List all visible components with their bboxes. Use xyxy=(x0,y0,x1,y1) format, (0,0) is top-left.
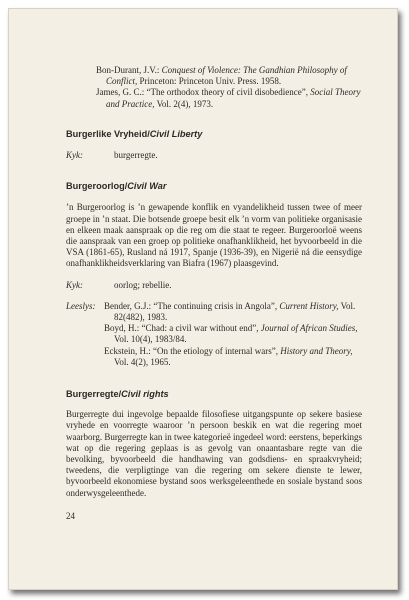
page-number: 24 xyxy=(66,510,75,521)
section-heading-civil-liberty: Burgerlike Vryheid/Civil Liberty xyxy=(66,128,203,139)
section-heading-civil-rights: Burgerregte/Civil rights xyxy=(66,389,169,400)
reading-list-entry: Boyd, H.: “Chad: a civil war without end”, Journal of African Studies, Vol. 10(4), 1983/84. xyxy=(104,323,358,345)
top-references xyxy=(96,65,362,110)
reading-list-entry: Bender, G.J.: “The continuing crisis in Angola”, Current History, Vol. 82(482), 1983. xyxy=(104,300,356,323)
see-also-row: Kyk: oorlog; rebellie. xyxy=(66,279,172,290)
reference-entry: James, G. C.: “The orthodox theory of civil disobedience”, Social Theory and Practice, Vol. 2(4), 1973. xyxy=(96,87,361,109)
civil-rights-paragraph: Burgerregte dui ingevolge bepaalde filosofiese uitgangspunte op sekere basiese vryhede en voorregte waaroor ’n persoon beskik en wat die regering moet waarborg. Burgerregte kan in twee kategorieë ingedeel word: eerstens, beperkings wat op die regering geplaas is as gevolg van onaantasbare regte van die bevolking, byvoorbeeld die handhawing van godsdiens- en spraakvryheid; tweedens, die verpligtinge van die regering om sekere dienste te lewer, byvoorbeeld ekonomiese bystand soos werksgeleenthede en sosiale bystand soos onderwysgeleenthede. xyxy=(66,409,362,498)
section-heading-civil-war: Burgeroorlog/Civil War xyxy=(66,181,167,192)
reference-entry: Bon-Durant, J.V.: Conquest of Violence: The Gandhian Philosophy of Conflict, Princeton: Princeton Univ. Press. 1958. xyxy=(96,65,347,87)
civil-war-paragraph: ’n Burgeroorlog is ’n gewapende konflik en vyandelikheid tussen twee of meer groepe in ’n staat. Die botsende groepe besit elk ’n vorm van politieke organisasie en elkeen maak aanspraak op die reg om die staat te regeer. Burgeroorloë weens die aanspraak van een groep op politieke onafhanklikheid, het byvoorbeeld in die VSA (1861-65), Rusland ná 1917, Spanje (1936-39), en Nigerië ná die eensydige onafhanklikheidsverklaring van Biafra (1967) plaasgevind. xyxy=(66,202,362,269)
reading-list: Leeslys: Bender, G.J.: “The continuing crisis in Angola”, Current History, Vol. 82(482), 1983. Boyd, H.: “Chad: a civil war without end”, Journal of African Studies, Vol. 10(4), 1983/84. Eckstein, H.: “On the etiology of internal wars”, History and Theory, Vol. 4(2), 1965. xyxy=(66,301,362,368)
reading-list-entry: Eckstein, H.: “On the etiology of internal wars”, History and Theory, Vol. 4(2), 1965. xyxy=(104,345,353,367)
book-page xyxy=(8,8,398,590)
page-content xyxy=(66,65,362,522)
see-also-row: Kyk: burgerregte. xyxy=(66,150,158,161)
